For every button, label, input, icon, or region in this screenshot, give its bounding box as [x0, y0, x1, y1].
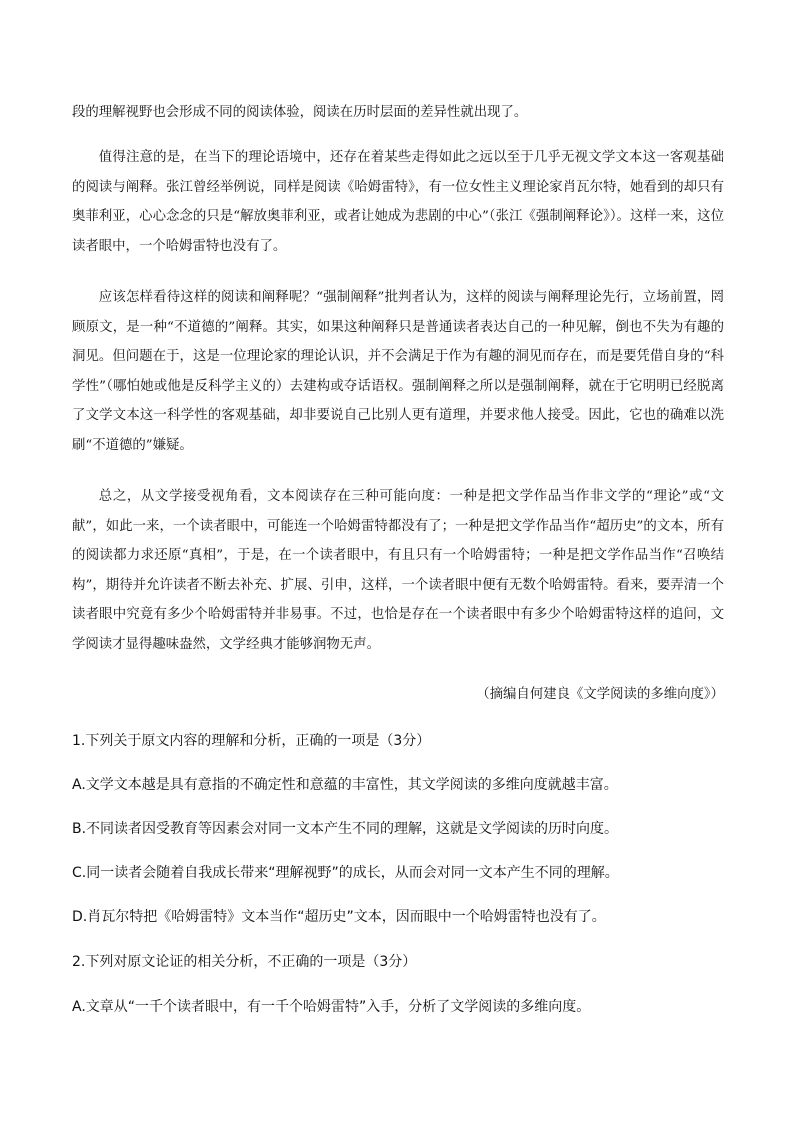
question-2-option-a: A.文章从“一千个读者眼中，有一千个哈姆雷特”入手，分析了文学阅读的多维向度。 [72, 999, 591, 1015]
paragraph-continuation: 段的理解视野也会形成不同的阅读体验，阅读在历时层面的差异性就出现了。 [72, 105, 528, 120]
source-citation: （摘编自何建良《文学阅读的多维向度》） [476, 687, 724, 702]
question-1-stem: 1.下列关于原文内容的理解和分析，正确的一项是（3分） [72, 733, 431, 749]
question-1-option-b: B.不同读者因受教育等因素会对同一文本产生不同的理解，这就是文学阅读的历时向度。 [72, 821, 619, 837]
question-1-option-a: A.文学文本越是具有意指的不确定性和意蕴的丰富性，其文学阅读的多维向度就越丰富。 [72, 777, 618, 793]
question-2-stem: 2.下列对原文论证的相关分析，不正确的一项是（3分） [72, 954, 417, 970]
question-1-option-d: D.肖瓦尔特把《哈姆雷特》文本当作“超历史”文本，因而眼中一个哈姆雷特也没有了。 [72, 909, 606, 925]
paragraph-conclusion: 总之，从文学接受视角看，文本阅读存在三种可能向度：一种是把文学作品当作非文学的“理论”或“文献”，如此一来，一个读者眼中，可能连一个哈姆雷特都没有了；一种是把文学作品当作“超历史”的文本，所有的阅读都力求还原“真相”，于是，在一个读者眼中，有且只有一个哈姆雷特；一种是把文学作品当作“召唤结构”，期待并允许读者不断去补充、扩展、引申，这样，一个读者眼中便有无数个哈姆雷特。看来，要弄清一个读者眼中究竟有多少个哈姆雷特并非易事。不过，也恰是存在一个读者眼中有多少个哈姆雷特这样的追问，文学阅读才显得趣味盎然，文学经典才能够润物无声。 [72, 489, 724, 652]
question-1-option-c: C.同一读者会随着自我成长带来“理解视野”的成长，从而会对同一文本产生不同的理解。 [72, 865, 619, 881]
paragraph-evaluation: 应该怎样看待这样的阅读和阐释呢？“强制阐释”批判者认为，这样的阅读与阐释理论先行，立场前置，罔顾原文，是一种“不道德的”阐释。其实，如果这种阐释只是普通读者表达自己的一种见解，倒也不失为有趣的洞见。但问题在于，这是一位理论家的理论认识，并不会满足于作为有趣的洞见而存在，而是要凭借自身的“科学性”（哪怕她或他是反科学主义的）去建构或夺话语权。强制阐释之所以是强制阐释，就在于它明明已经脱离了文学文本这一科学性的客观基础，却非要说自己比别人更有道理，并要求他人接受。因此，它也的确难以洗刷“不道德的”嫌疑。 [72, 290, 724, 453]
paragraph-forced-interpretation: 值得注意的是，在当下的理论语境中，还存在着某些走得如此之远以至于几乎无视文学文本这一客观基础的阅读与阐释。张江曾经举例说，同样是阅读《哈姆雷特》，有一位女性主义理论家肖瓦尔特，她看到的却只有奥菲利亚，心心念念的只是“解放奥菲利亚，或者让她成为悲剧的中心”（张江《强制阐释论》）。这样一来，这位读者眼中，一个哈姆雷特也没有了。 [72, 150, 724, 254]
